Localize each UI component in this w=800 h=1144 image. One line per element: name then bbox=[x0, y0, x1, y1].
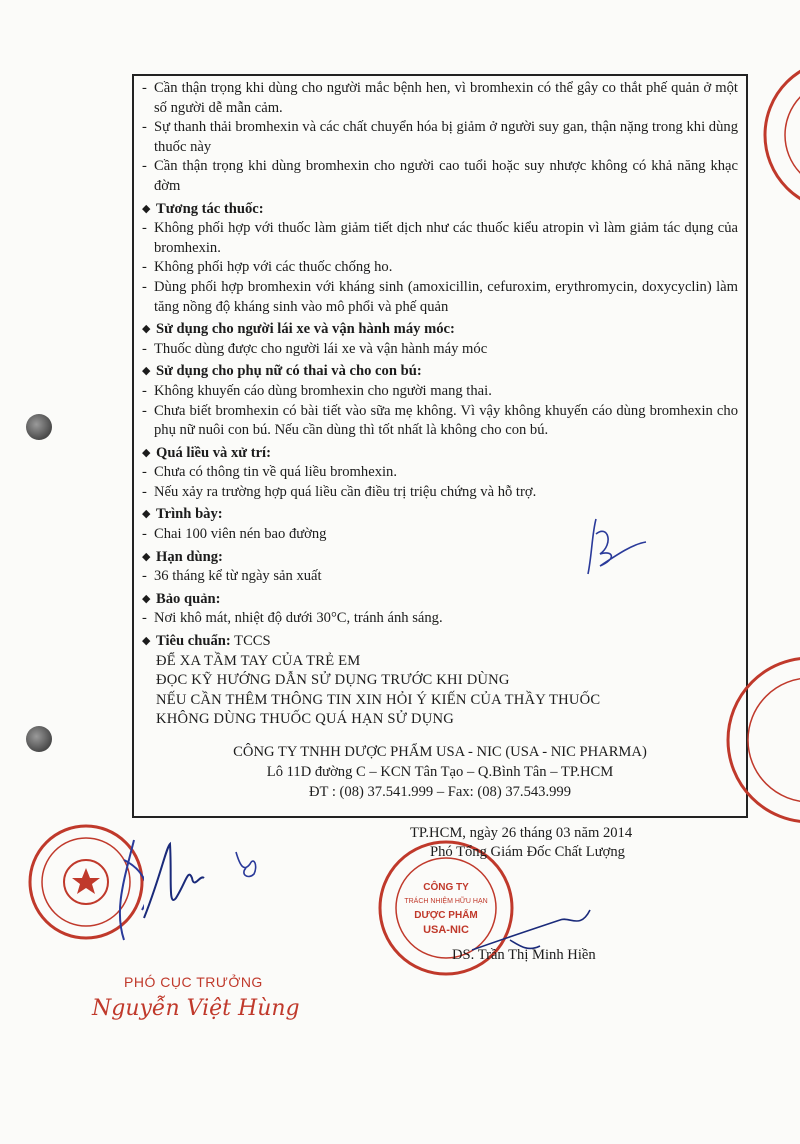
section-heading-text: Hạn dùng: bbox=[156, 548, 223, 565]
list-item bbox=[142, 609, 738, 629]
section-heading bbox=[142, 362, 738, 382]
list-item bbox=[142, 219, 738, 258]
list-item bbox=[142, 118, 738, 157]
ministry-seal-stamp bbox=[24, 820, 144, 950]
list-item-text: Dùng phối hợp bromhexin với kháng sinh (amoxicillin, cefuroxim, erythromycin, doxycyclin) làm tăng nồng độ kháng sinh vào mô phổi và phế quản bbox=[154, 278, 738, 315]
warning-line: NẾU CẦN THÊM THÔNG TIN XIN HỎI Ý KIẾN CỦA THẦY THUỐC bbox=[156, 691, 601, 708]
signoff-date: TP.HCM, ngày 26 tháng 03 năm 2014 bbox=[410, 825, 633, 841]
list-item bbox=[142, 278, 738, 317]
dash-bullet-icon: - bbox=[142, 119, 147, 136]
warning-line: KHÔNG DÙNG THUỐC QUÁ HẠN SỬ DỤNG bbox=[156, 711, 454, 728]
list-item bbox=[142, 483, 738, 503]
company-name: CÔNG TY TNHH DƯỢC PHẨM USA - NIC (USA - NIC PHARMA) bbox=[233, 744, 647, 760]
document-content-box bbox=[132, 74, 748, 818]
standard-label: Tiêu chuẩn: bbox=[156, 633, 231, 650]
section-heading-text: Sử dụng cho phụ nữ có thai và cho con bú: bbox=[156, 363, 422, 380]
vice-director-signature-icon bbox=[140, 838, 280, 928]
stamp-line-1: CÔNG TY bbox=[423, 882, 469, 893]
list-item-text: Không phối hợp với thuốc làm giảm tiết dịch như các thuốc kiểu atropin vì làm giảm tác dụng của bromhexin. bbox=[154, 220, 738, 256]
list-item-text: Không phối hợp với các thuốc chống ho. bbox=[154, 259, 393, 276]
section-heading bbox=[142, 200, 738, 220]
section-heading-text: Quá liều và xử trí: bbox=[156, 444, 271, 461]
diamond-bullet-icon: ◆ bbox=[142, 446, 151, 459]
section-heading-text: Sử dụng cho người lái xe và vận hành máy móc: bbox=[156, 321, 455, 338]
stamp-line-4: USA-NIC bbox=[423, 924, 469, 936]
section-heading-text: Bảo quản: bbox=[156, 590, 221, 607]
diamond-bullet-icon: ◆ bbox=[142, 508, 151, 521]
stamp-line-2: TRÁCH NHIỆM HỮU HẠN bbox=[404, 898, 488, 905]
sections bbox=[142, 200, 738, 629]
list-item bbox=[142, 340, 738, 360]
punch-hole-top bbox=[26, 414, 52, 440]
list-item-text: Chưa có thông tin về quá liều bromhexin. bbox=[154, 464, 397, 481]
diamond-bullet-icon: ◆ bbox=[142, 592, 151, 605]
list-item-text: Nếu xảy ra trường hợp quá liều cần điều trị triệu chứng và hỗ trợ. bbox=[154, 483, 537, 500]
list-item bbox=[142, 402, 738, 441]
warnings-block bbox=[142, 652, 738, 730]
diamond-bullet-icon: ◆ bbox=[142, 550, 151, 563]
handwritten-initial-icon bbox=[578, 514, 648, 584]
section-heading bbox=[142, 590, 738, 610]
section-heading bbox=[142, 444, 738, 464]
dash-bullet-icon: - bbox=[142, 402, 147, 419]
dash-bullet-icon: - bbox=[142, 382, 147, 399]
list-item bbox=[142, 382, 738, 402]
list-item-text: Cần thận trọng khi dùng bromhexin cho người cao tuổi hoặc suy nhược không có khả năng khạc đờm bbox=[154, 158, 738, 194]
section-heading bbox=[142, 320, 738, 340]
dash-bullet-icon: - bbox=[142, 526, 147, 543]
vice-director-title: PHÓ CỤC TRƯỞNG bbox=[124, 974, 263, 990]
dash-bullet-icon: - bbox=[142, 483, 147, 500]
section-heading-text: Trình bày: bbox=[156, 506, 223, 523]
dash-bullet-icon: - bbox=[142, 610, 147, 627]
signoff-block bbox=[410, 824, 632, 862]
signoff-signer: DS. Trần Thị Minh Hiền bbox=[452, 947, 596, 963]
list-item-text: Thuốc dùng được cho người lái xe và vận hành máy móc bbox=[154, 340, 488, 357]
list-item bbox=[142, 567, 738, 587]
dash-bullet-icon: - bbox=[142, 278, 147, 295]
signoff-title: Phó Tổng Giám Đốc Chất Lượng bbox=[430, 844, 625, 860]
company-address: Lô 11D đường C – KCN Tân Tạo – Q.Bình Tân – TP.HCM bbox=[266, 764, 614, 780]
warning-line: ĐỂ XA TẦM TAY CỦA TRẺ EM bbox=[156, 652, 361, 669]
list-item bbox=[142, 258, 738, 278]
list-item bbox=[142, 157, 738, 196]
section-heading bbox=[142, 505, 738, 525]
list-item-text: Cần thận trọng khi dùng cho người mắc bệnh hen, vì bromhexin có thể gây co thắt phế quản ở một số người dễ mẫn cảm. bbox=[154, 80, 738, 116]
list-item bbox=[142, 525, 738, 545]
standard-value: TCCS bbox=[230, 633, 271, 650]
diamond-bullet-icon: ◆ bbox=[142, 635, 151, 648]
warning-line: ĐỌC KỸ HƯỚNG DẪN SỬ DỤNG TRƯỚC KHI DÙNG bbox=[156, 672, 510, 689]
dash-bullet-icon: - bbox=[142, 568, 147, 585]
list-item-text: Chưa biết bromhexin có bài tiết vào sữa mẹ không. Vì vậy không khuyến cáo dùng bromhexin cho phụ nữ nuôi con bú. Nếu cần dùng thì tốt nhất là không cho con bú. bbox=[154, 402, 738, 439]
company-contact: ĐT : (08) 37.541.999 – Fax: (08) 37.543.999 bbox=[309, 784, 571, 800]
section-heading bbox=[142, 548, 738, 568]
stamp-line-3: DƯỢC PHẨM bbox=[414, 910, 478, 921]
dash-bullet-icon: - bbox=[142, 220, 147, 237]
stamp-fragment-right-edge bbox=[700, 640, 800, 840]
dash-bullet-icon: - bbox=[142, 464, 147, 481]
dash-bullet-icon: - bbox=[142, 340, 147, 357]
caution-list bbox=[142, 79, 738, 197]
vice-director-name: Nguyễn Việt Hùng bbox=[92, 996, 300, 1021]
list-item-text: Nơi khô mát, nhiệt độ dưới 30°C, tránh ánh sáng. bbox=[154, 610, 443, 627]
diamond-bullet-icon: ◆ bbox=[142, 202, 151, 215]
list-item-text: Sự thanh thải bromhexin và các chất chuyển hóa bị giảm ở người suy gan, thận nặng trong khi dùng thuốc này bbox=[154, 119, 738, 155]
punch-hole-bottom bbox=[26, 726, 52, 752]
dash-bullet-icon: - bbox=[142, 158, 147, 175]
list-item bbox=[142, 463, 738, 483]
list-item-text: 36 tháng kể từ ngày sản xuất bbox=[154, 568, 322, 585]
list-item-text: Chai 100 viên nén bao đường bbox=[154, 526, 327, 543]
stamp-fragment-top-right bbox=[750, 60, 800, 210]
diamond-bullet-icon: ◆ bbox=[142, 323, 151, 336]
diamond-bullet-icon: ◆ bbox=[142, 365, 151, 378]
company-block bbox=[142, 742, 738, 802]
list-item bbox=[142, 79, 738, 118]
dash-bullet-icon: - bbox=[142, 80, 147, 96]
standard-heading bbox=[142, 632, 738, 652]
list-item-text: Không khuyến cáo dùng bromhexin cho người mang thai. bbox=[154, 382, 492, 399]
dash-bullet-icon: - bbox=[142, 259, 147, 276]
section-heading-text: Tương tác thuốc: bbox=[156, 200, 264, 217]
